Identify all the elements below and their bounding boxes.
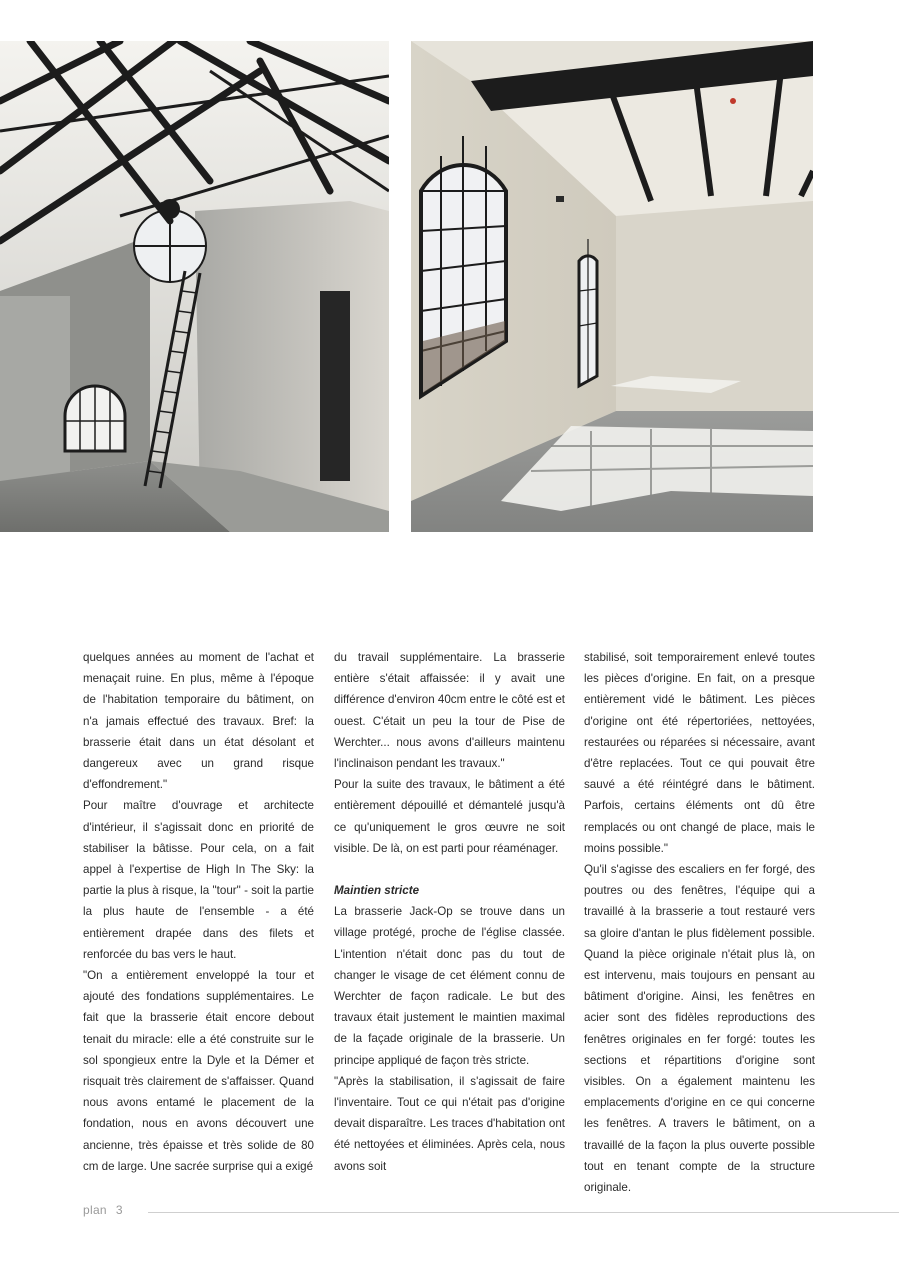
photo-interior-trusses xyxy=(0,41,389,532)
article-column-3 xyxy=(584,647,815,1198)
paragraph: "On a entièrement enveloppé la tour et ajouté des fondations supplémentaires. Le fait que la brasserie était encore debout tenait du miracle: elle a été construite sur le sol spongieux entre la Dyle et la Démer et risquait très clairement de s'affaisser. Quand nous avons entamé le placement de la fondation, nous en avons découvert une ancienne, très épaisse et très solide de 80 cm de large. Une sacrée surprise qui a exigé xyxy=(83,969,314,1173)
paragraph: du travail supplémentaire. La brasserie entière s'était affaissée: il y avait une différence d'environ 40cm entre le côté est et ouest. C'était un peu la tour de Pise de Werchter... nous avons d'ailleurs maintenu l'inclinaison pendant les travaux." xyxy=(334,651,565,771)
paragraph: Pour la suite des travaux, le bâtiment a été entièrement dépouillé et démantelé jusqu'à ce qu'uniquement le gros œuvre ne soit visible. De là, on est parti pour réaménager. xyxy=(334,778,565,855)
paragraph: "Après la stabilisation, il s'agissait de faire l'inventaire. Tout ce qui n'était pas d'origine devait disparaître. Les traces d'habitation ont été nettoyées et éliminées. Après cela, nous avons soit xyxy=(334,1074,565,1173)
paragraph: Pour maître d'ouvrage et architecte d'intérieur, il s'agissait donc en priorité de stabiliser la bâtisse. Pour cela, on a fait appel à l'expertise de High In The Sky: la partie la plus à risque, la "tour" - soit la partie la plus haute de l'ensemble - a été entièrement drapée dans des filets et renforcée du bas vers le haut. xyxy=(83,799,314,961)
magazine-name: plan xyxy=(83,1203,107,1217)
page-number: 3 xyxy=(115,1203,123,1217)
article-column-1 xyxy=(83,647,314,1177)
photo-hall-arched-windows xyxy=(411,41,813,532)
page-footer xyxy=(83,1203,123,1217)
section-heading: Maintien stricte xyxy=(334,884,420,898)
paragraph: quelques années au moment de l'achat et menaçait ruine. En plus, même à l'époque de l'habitation temporaire du bâtiment, on n'a jamais effectué des travaux. Bref: la brasserie était dans un état désolant et dangereux avec un grand risque d'effondrement." xyxy=(83,651,314,792)
footer-divider xyxy=(148,1212,899,1213)
paragraph: Qu'il s'agisse des escaliers en fer forgé, des poutres ou des fenêtres, l'équipe qui a travaillé à la brasserie a tout restauré vers sa gloire d'antan le plus fidèlement possible. Quand la pièce originale n'était plus là, on est intervenu, mais toujours en pensant au bâtiment d'origine. Ainsi, les fenêtres en acier sont des fidèles reproductions des fenêtres originales en fer forgé: toutes les sections et répartitions d'origine sont visibles. On a également maintenu les emplacements d'origine en ce qui concerne les fenêtres. A travers le bâtiment, on a travaillé de la façon la plus ouverte possible tout en tenant compte de la structure originale. xyxy=(584,863,815,1195)
paragraph: stabilisé, soit temporairement enlevé toutes les pièces d'origine. En fait, on a presque entièrement vidé le bâtiment. Les pièces d'origine ont été répertoriées, nettoyées, restaurées ou réparées si nécessaire, avant d'être replacées. Tout ce qui pouvait être sauvé a été réintégré dans le bâtiment. Parfois, certains éléments ont dû être remplacés ou ont changé de place, mais le moins possible." xyxy=(584,651,815,855)
article-column-2 xyxy=(334,647,565,1177)
paragraph: La brasserie Jack-Op se trouve dans un village protégé, proche de l'église classée. L'intention n'était donc pas du tout de changer le visage de cet élément connu de Werchter de façon radicale. Le but des travaux était justement le maintien maximal de la façade originale de la brasserie. Un principe appliqué de façon très stricte. xyxy=(334,905,565,1067)
